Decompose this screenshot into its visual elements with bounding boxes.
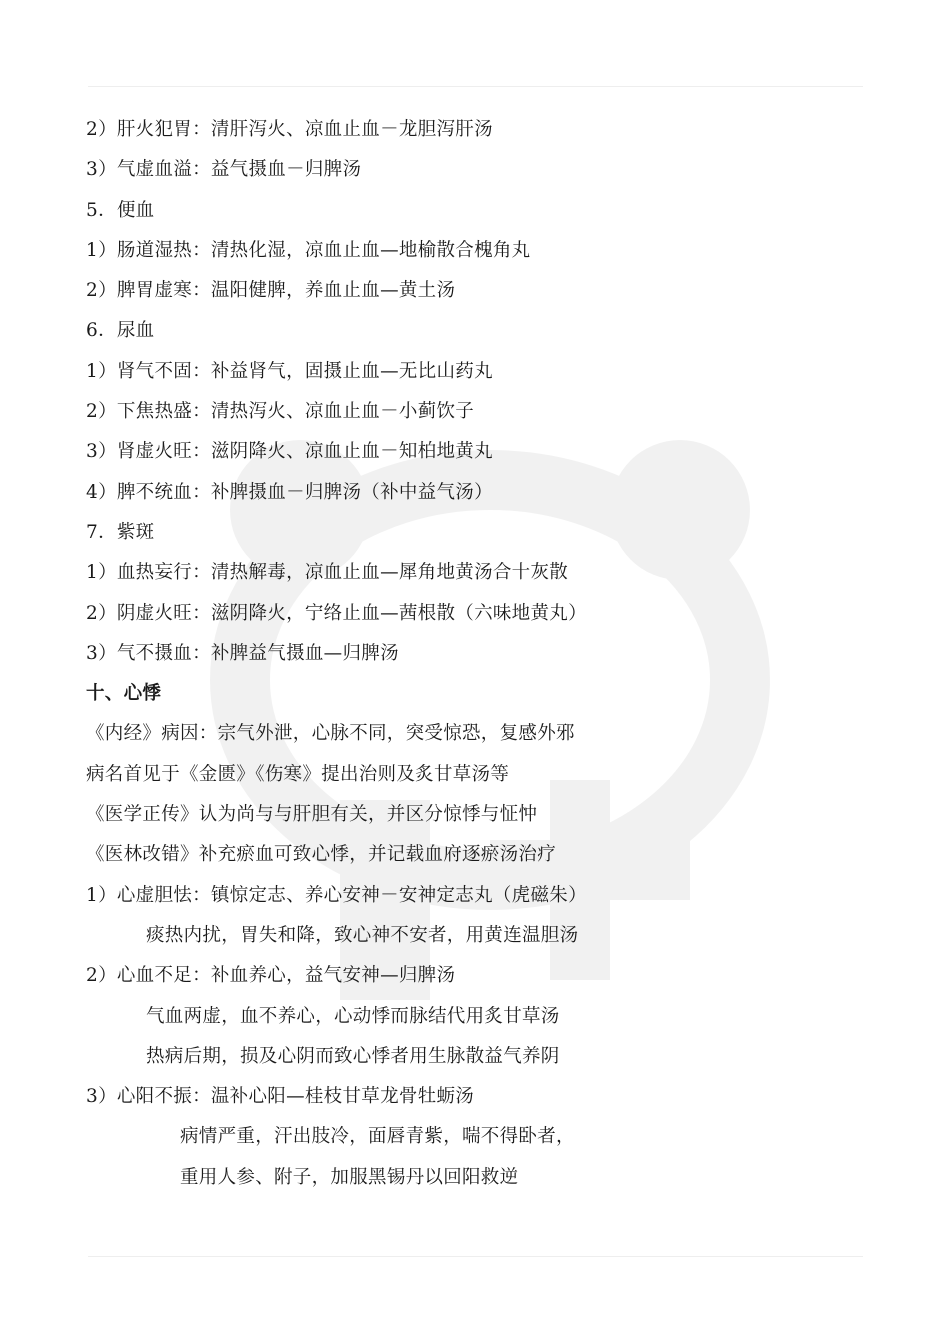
text-line: 1）心虚胆怯：镇惊定志、养心安神－安神定志丸（虎磁朱）	[86, 884, 587, 906]
text-line: 1）血热妄行：清热解毒，凉血止血—犀角地黄汤合十灰散	[86, 562, 569, 584]
text-line: 病名首见于《金匮》《伤寒》提出治则及炙甘草汤等	[86, 763, 510, 785]
text-line: 气血两虚，血不养心，心动悸而脉结代用炙甘草汤	[146, 1005, 560, 1027]
text-line: 《内经》病因：宗气外泄，心脉不同，突受惊恐，复感外邪	[86, 723, 575, 745]
text-line: 2）心血不足：补血养心，益气安神—归脾汤	[86, 965, 456, 987]
text-line: 3）肾虚火旺：滋阴降火、凉血止血－知柏地黄丸	[86, 441, 493, 463]
text-line: 《医学正传》认为尚与与肝胆有关，并区分惊悸与怔忡	[86, 804, 538, 826]
text-line: 重用人参、附子，加服黑锡丹以回阳救逆	[180, 1166, 519, 1188]
text-line: 《医林改错》补充瘀血可致心悸，并记载血府逐瘀汤治疗	[86, 844, 557, 866]
document-body	[86, 110, 866, 1198]
section-heading: 十、心悸	[86, 683, 162, 705]
footer-rule	[88, 1256, 863, 1257]
text-line: 2）肝火犯胃：清肝泻火、凉血止血－龙胆泻肝汤	[86, 119, 493, 140]
text-line: 热病后期，损及心阴而致心悸者用生脉散益气养阴	[146, 1045, 560, 1067]
text-line: 2）下焦热盛：清热泻火、凉血止血－小蓟饮子	[86, 401, 475, 423]
text-line: 3）气虚血溢：益气摄血－归脾汤	[86, 159, 362, 181]
text-line: 痰热内扰，胃失和降，致心神不安者，用黄连温胆汤	[146, 924, 579, 946]
text-line: 4）脾不统血：补脾摄血－归脾汤（补中益气汤）	[86, 481, 493, 503]
text-line: 6．尿血	[86, 320, 155, 342]
text-line: 3）气不摄血：补脾益气摄血—归脾汤	[86, 642, 399, 664]
text-line: 5．便血	[86, 199, 155, 221]
text-line: 7．紫斑	[86, 521, 155, 543]
text-line: 3）心阳不振：温补心阳—桂枝甘草龙骨牡蛎汤	[86, 1086, 475, 1108]
text-line: 病情严重，汗出肢冷，面唇青紫，喘不得卧者，	[180, 1126, 575, 1148]
text-line: 1）肠道湿热：清热化湿，凉血止血—地榆散合槐角丸	[86, 239, 531, 261]
text-line: 2）脾胃虚寒：温阳健脾，养血止血—黄土汤	[86, 280, 456, 302]
text-line: 2）阴虚火旺：滋阴降火，宁络止血—茜根散（六味地黄丸）	[86, 602, 587, 624]
header-rule	[88, 86, 863, 87]
text-line: 1）肾气不固：补益肾气，固摄止血—无比山药丸	[86, 360, 493, 382]
